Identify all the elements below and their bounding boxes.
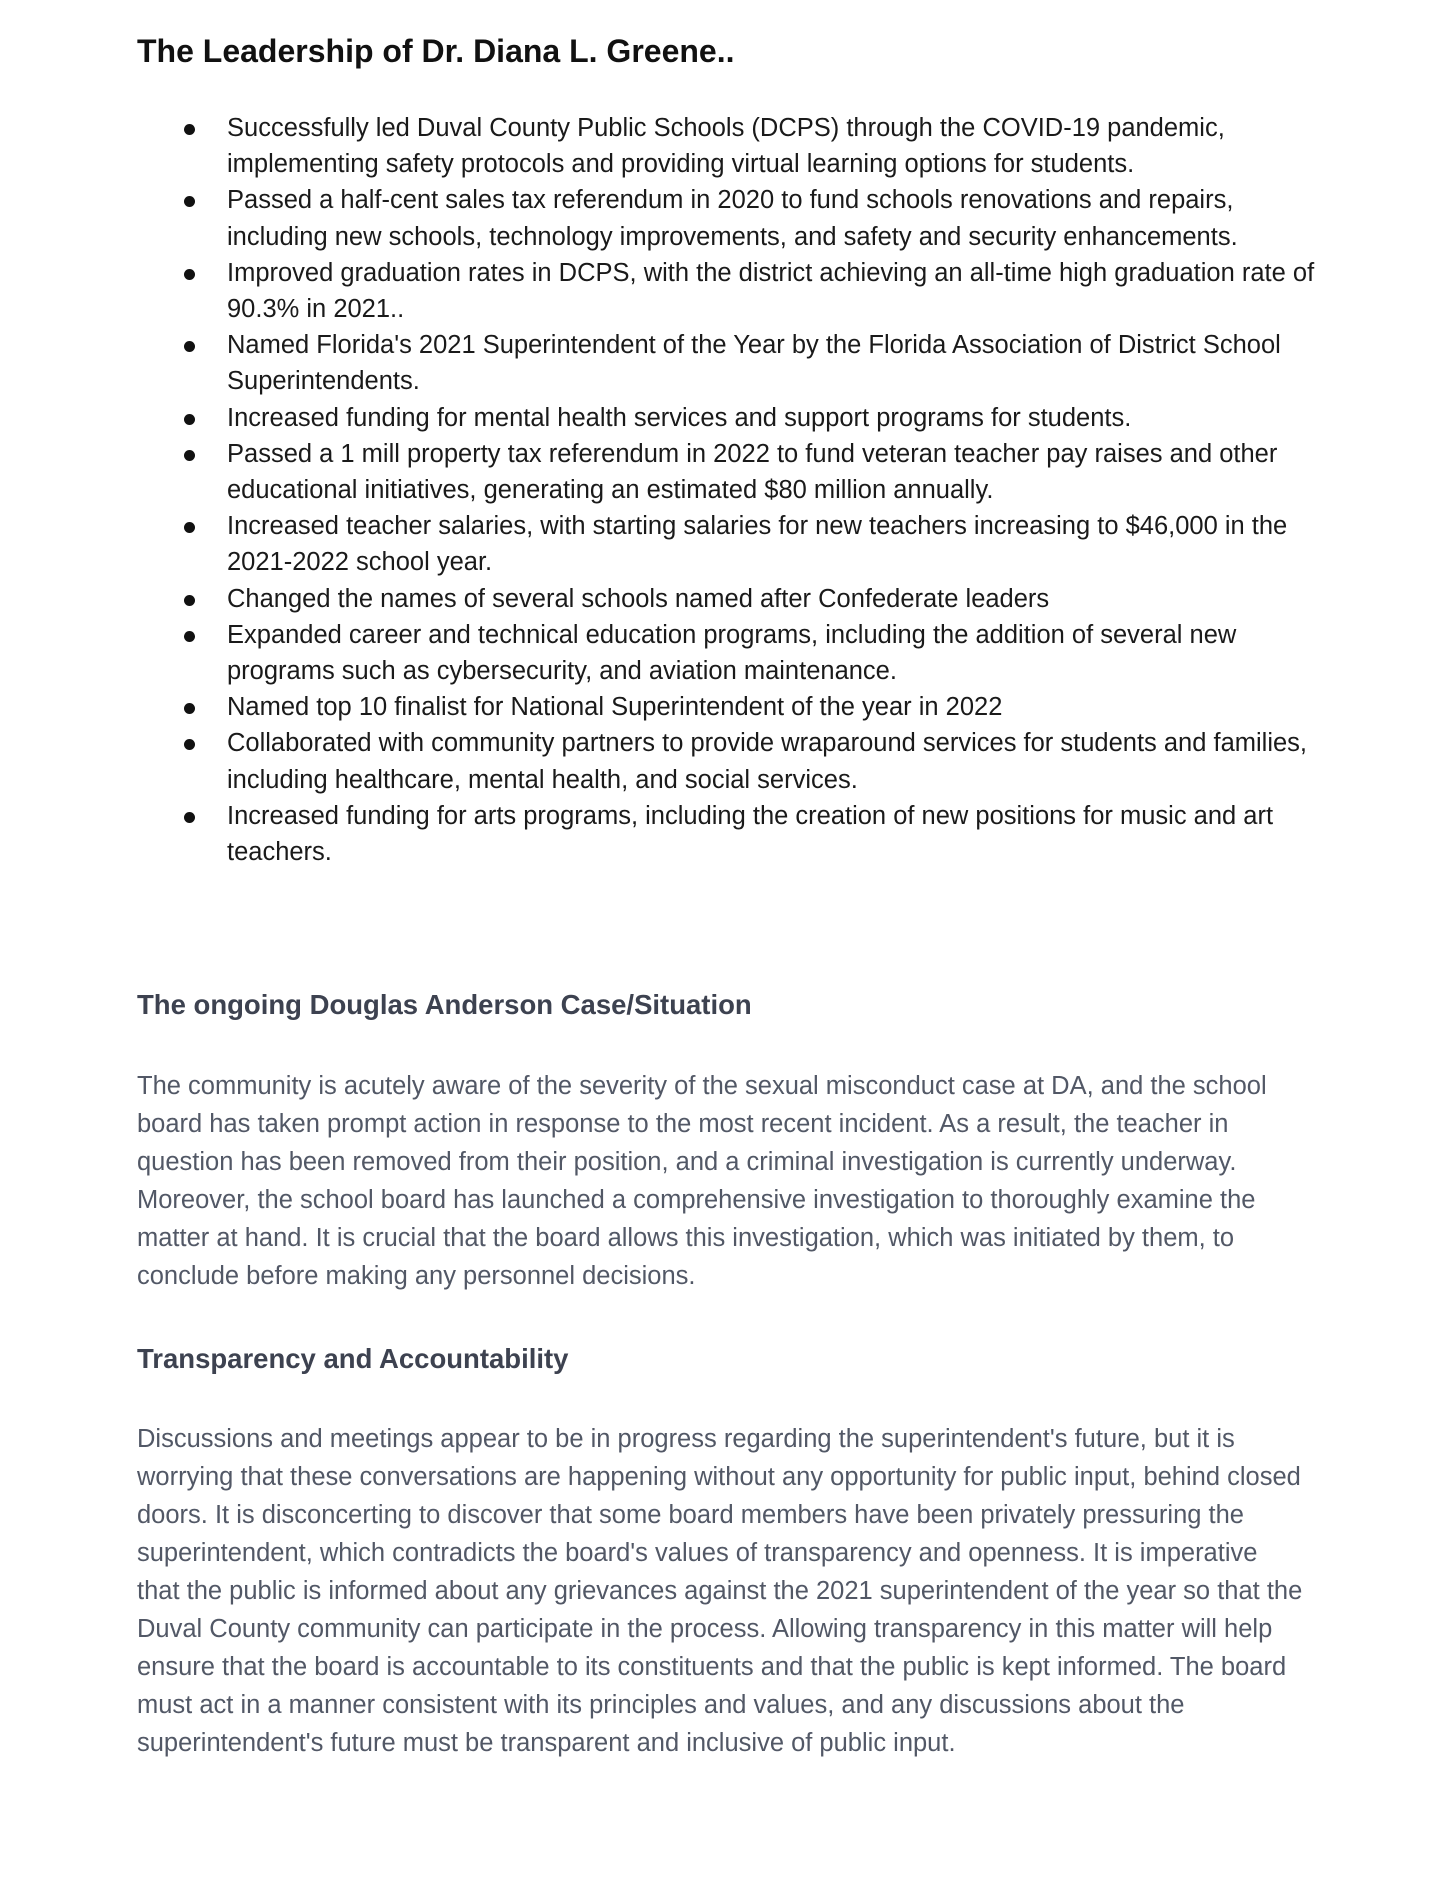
- list-item: [137, 436, 1317, 508]
- list-item: [137, 327, 1317, 399]
- achievements-list: [137, 110, 1317, 870]
- list-item: [137, 182, 1317, 254]
- list-item-text: Improved graduation rates in DCPS, with the district achieving an all-time high graduation rate of 90.3% in 2021..: [227, 258, 1315, 324]
- bullet-icon: [184, 631, 195, 642]
- list-item: [137, 725, 1317, 797]
- list-item: [137, 581, 1317, 617]
- list-item: [137, 689, 1317, 725]
- list-item-text: Successfully led Duval County Public Schools (DCPS) through the COVID-19 pandemic, implementing safety protocols and providing virtual learning options for students.: [227, 114, 1225, 179]
- bullet-icon: [184, 196, 195, 207]
- list-item: [137, 255, 1317, 327]
- list-item-text: Increased funding for arts programs, including the creation of new positions for music and art teachers.: [227, 801, 1274, 867]
- list-item-text: Passed a half-cent sales tax referendum in 2020 to fund schools renovations and repairs, including new schools, technology improvements, and safety and security enhancements.: [227, 186, 1238, 251]
- section-paragraph-douglas-anderson: The community is acutely aware of the severity of the sexual misconduct case at DA, and the school board has taken prompt action in response to the most recent incident. As a result, the teacher in question has been removed from their position, and a criminal investigation is currently underway. Moreover, the school board has launched a comprehensive investigation to thoroughly examine the matter at hand. It is crucial that the board allows this investigation, which was initiated by them, to conclude before making any personnel decisions.: [137, 1072, 1267, 1290]
- bullet-icon: [184, 269, 195, 280]
- list-item-text: Named Florida's 2021 Superintendent of the Year by the Florida Association of District School Superintendents.: [227, 331, 1281, 396]
- bullet-icon: [184, 595, 195, 606]
- list-item-text: Increased funding for mental health services and support programs for students.: [227, 403, 1132, 432]
- list-item-text: Named top 10 finalist for National Superintendent of the year in 2022: [227, 693, 1003, 722]
- list-item: [137, 798, 1317, 870]
- section-heading-douglas-anderson: The ongoing Douglas Anderson Case/Situation: [137, 989, 752, 1020]
- list-item: [137, 617, 1317, 689]
- bullet-icon: [184, 450, 195, 461]
- bullet-icon: [184, 414, 195, 425]
- list-item: [137, 400, 1317, 436]
- list-item-text: Changed the names of several schools named after Confederate leaders: [227, 584, 1050, 613]
- list-item-text: Collaborated with community partners to provide wraparound services for students and families, including healthcare, mental health, and social services.: [227, 729, 1308, 794]
- list-item-text: Expanded career and technical education programs, including the addition of several new programs such as cybersecurity, and aviation maintenance.: [227, 620, 1237, 686]
- bullet-icon: [184, 739, 195, 750]
- bullet-icon: [184, 522, 195, 533]
- bullet-icon: [184, 341, 195, 352]
- list-item: [137, 508, 1317, 580]
- list-item-text: Passed a 1 mill property tax referendum in 2022 to fund veteran teacher pay raises and other educational initiatives, generating an estimated $80 million annually.: [227, 439, 1278, 505]
- section-paragraph-transparency: Discussions and meetings appear to be in progress regarding the superintendent's future, but it is worrying that these conversations are happening without any opportunity for public input, behind closed doors. It is disconcerting to discover that some board members have been privately pressuring the superintendent, which contradicts the board's values of transparency and openness. It is imperative that the public is informed about any grievances against the 2021 superintendent of the year so that the Duval County community can participate in the process. Allowing transparency in this matter will help ensure that the board is accountable to its constituents and that the public is kept informed. The board must act in a manner consistent with its principles and values, and any discussions about the superintendent's future must be transparent and inclusive of public input.: [137, 1425, 1303, 1757]
- list-item: [137, 110, 1317, 182]
- document-title: The Leadership of Dr. Diana L. Greene..: [137, 33, 735, 69]
- bullet-icon: [184, 703, 195, 714]
- bullet-icon: [184, 812, 195, 823]
- section-heading-transparency: Transparency and Accountability: [137, 1343, 569, 1374]
- list-item-text: Increased teacher salaries, with starting salaries for new teachers increasing to $46,000 in the 2021-2022 school year.: [227, 512, 1288, 577]
- bullet-icon: [184, 124, 195, 135]
